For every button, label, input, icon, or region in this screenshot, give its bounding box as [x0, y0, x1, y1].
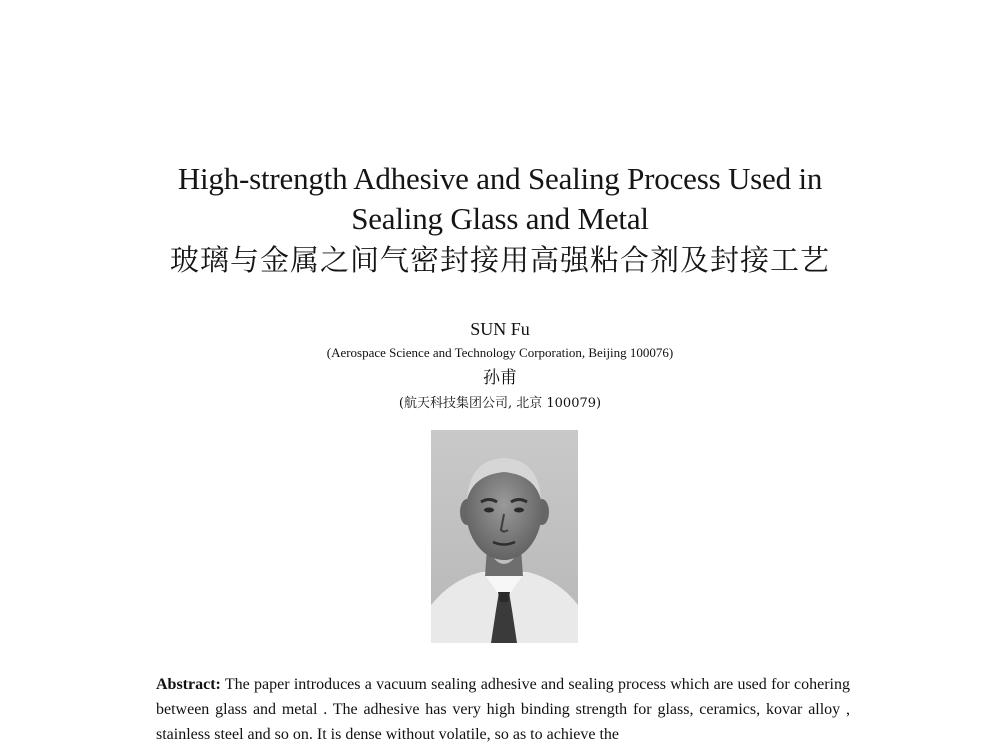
title-en-line2: Sealing Glass and Metal — [351, 201, 649, 236]
photo-eye-right — [514, 508, 524, 513]
author-name-zh: 孙甫 — [483, 368, 517, 388]
abstract-text: The paper introduces a vacuum sealing adhesive and sealing process which are used for cohering between glass and metal . The adhesive has very high binding strength for glass, ceramics, kovar alloy , stainless steel and so on. It is dense without volatile, so as to achieve the — [156, 676, 850, 743]
author-portrait-icon — [431, 430, 578, 643]
abstract-label: Abstract: — [156, 676, 221, 693]
photo-eye-left — [484, 508, 494, 513]
author-name-en: SUN Fu — [470, 319, 530, 339]
title-en-line1: High-strength Adhesive and Sealing Process Used in — [177, 161, 823, 196]
photo-tie-knot — [498, 592, 510, 602]
affiliation-en: (Aerospace Science and Technology Corporation, Beijing 100076) — [326, 345, 674, 360]
abstract-paragraph — [156, 672, 850, 747]
title-zh: 玻璃与金属之间气密封接用高强粘合剂及封接工艺 — [169, 243, 830, 277]
author-portrait-svg — [431, 430, 578, 643]
affiliation-zh: (航天科技集团公司, 北京 100079) — [398, 396, 602, 411]
